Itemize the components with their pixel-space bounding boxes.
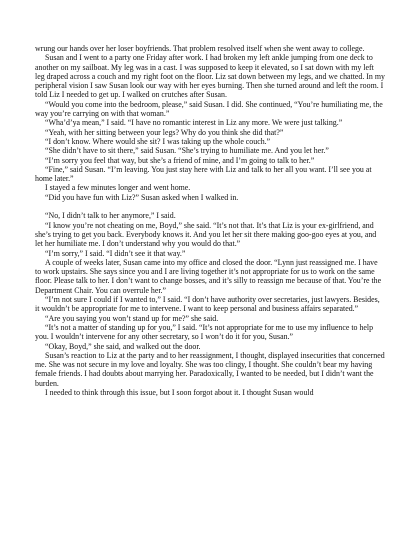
- paragraph: “I know you’re not cheating on me, Boyd,” she said. “It’s not that. It’s that Liz is your ex-girlfriend, and she’s trying to get you back. Everybody knows it. And you let her sit there making goo-goo eyes at you, and let her humiliate me. I don’t understand why you would do that.”: [35, 220, 377, 249]
- paragraph: I stayed a few minutes longer and went home.: [45, 183, 191, 193]
- paragraph: Susan’s reaction to Liz at the party and to her reassignment, I thought, displayed insecurities that concerned me. She was not secure in my love and loyalty. She was too clingy, I thought. She couldn’t bear my having female friends. I had doubts about marrying her. Paradoxically, I wanted to be needed, but I didn’t want the burden.: [35, 350, 385, 388]
- paragraph: “Okay, Boyd,” she said, and walked out the door.: [45, 341, 201, 351]
- paragraph: “I don’t know. Where would she sit? I was taking up the whole couch.”: [45, 136, 271, 146]
- paragraph: “I’m not sure I could if I wanted to,” I said. “I don’t have authority over secretaries, just lawyers. Besides, it wouldn’t be appropriate for me to intervene. I want to keep personal and business affairs separated.”: [35, 295, 380, 314]
- paragraph: “Did you have fun with Liz?” Susan asked when I walked in.: [45, 192, 239, 202]
- paragraph: wrung our hands over her loser boyfriends. That problem resolved itself when she went away to college.: [35, 44, 365, 53]
- paragraph: “I’m sorry you feel that way, but she’s a friend of mine, and I’m going to talk to her.”: [45, 155, 315, 165]
- paragraph: Susan and I went to a party one Friday after work. I had broken my left ankle jumping from one deck to another on my sailboat. My leg was in a cast. I was supposed to keep it elevated, so I sat down with my left leg draped across a couch and my right foot on the floor. Liz sat down between my legs, and we chatted. In my peripheral vision I saw Susan look our way with her eyes burning. Then she turned around and left the room. I told Liz I needed to get up. I walked on crutches after Susan.: [35, 53, 385, 100]
- paragraph: I needed to think through this issue, but I soon forgot about it. I thought Susan would: [45, 387, 314, 397]
- paragraph: “It’s not a matter of standing up for you,” I said. “It’s not appropriate for me to use my influence to help you. I wouldn’t intervene for any other secretary, so I won’t do it for you, Susan.”: [35, 322, 374, 342]
- paragraph: “Yeah, with her sitting between your legs? Why do you think she did that?”: [45, 127, 284, 137]
- paragraph: “No, I didn’t talk to her anymore,” I said.: [45, 211, 176, 221]
- paragraph: “Fine,” said Susan. “I’m leaving. You just stay here with Liz and talk to her all you want. I’ll see you at home later.”: [35, 164, 372, 184]
- paragraph: “Wha’d’ya mean,” I said. “I have no romantic interest in Liz any more. We were just talking.”: [45, 118, 343, 128]
- paragraph: “She didn’t have to sit there,” said Susan. “She’s trying to humiliate me. And you let her.”: [45, 146, 329, 156]
- paragraph: “Are you saying you won’t stand up for me?” she said.: [45, 313, 219, 323]
- paragraph-gap: [35, 202, 385, 211]
- paragraph: “Would you come into the bedroom, please,” said Susan. I did. She continued, “You’re humiliating me, the way you’re carrying on with that woman.”: [35, 99, 383, 119]
- body-text: [35, 44, 385, 397]
- paragraph: “I’m sorry,” I said. “I didn’t see it that way.”: [45, 248, 186, 258]
- paragraph: A couple of weeks later, Susan came into my office and closed the door. “Lynn just reassigned me. I have to work upstairs. She says since you and I are living together it’s not appropriate for us to work on the same floor. Please talk to her. I don’t want to change bosses, and it’s silly to reassign me because of that. You’re the Department Chair. You can overrule her.”: [35, 257, 382, 295]
